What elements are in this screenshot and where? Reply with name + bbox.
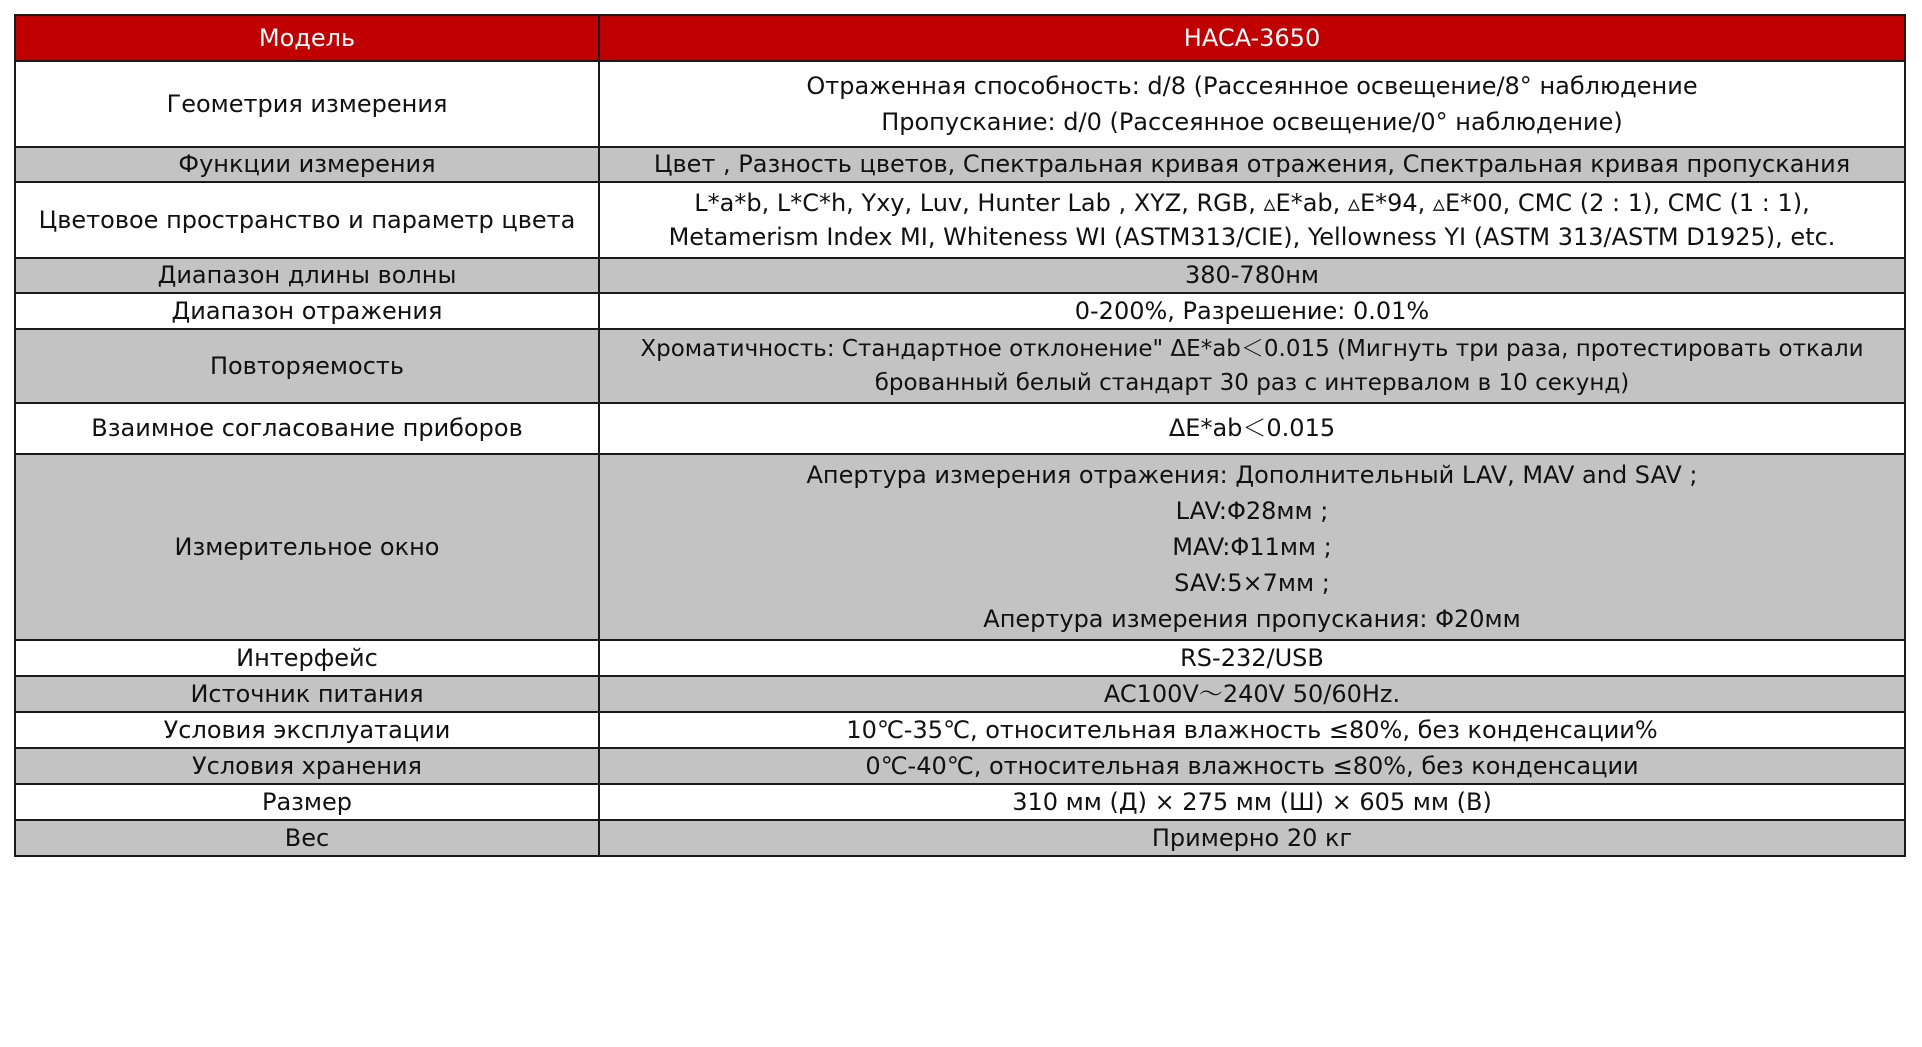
header-label: Модель <box>15 15 599 61</box>
spec-value-line: MAV:Φ11мм ; <box>1172 533 1332 561</box>
spec-label: Интерфейс <box>15 640 599 676</box>
spec-label: Повторяемость <box>15 329 599 403</box>
spec-value <box>599 293 1905 329</box>
spec-label: Диапазон отражения <box>15 293 599 329</box>
spec-value <box>599 61 1905 147</box>
spec-value <box>599 329 1905 403</box>
spec-value-line: 10℃-35℃, относительная влажность ≤80%, без конденсации% <box>846 716 1658 744</box>
spec-label: Измерительное окно <box>15 454 599 640</box>
spec-value-line: Цвет , Разность цветов, Спектральная кривая отражения, Спектральная кривая пропускания <box>653 150 1851 178</box>
spec-value <box>599 712 1905 748</box>
spec-value-line: AC100V～240V 50/60Hz. <box>1103 680 1401 708</box>
spec-value-line: 380-780нм <box>1184 261 1320 289</box>
spec-value <box>599 784 1905 820</box>
spec-label: Источник питания <box>15 676 599 712</box>
spec-value-line: Апертура измерения отражения: Дополнительный LAV, MAV and SAV ; <box>806 461 1698 489</box>
spec-value <box>599 640 1905 676</box>
spec-row-aperture <box>15 454 1905 640</box>
spec-value-line: ΔE*ab＜0.015 <box>1168 414 1336 442</box>
spec-row-functions <box>15 147 1905 182</box>
spec-value-line: LAV:Φ28мм ; <box>1175 497 1329 525</box>
spec-value-line: L*a*b, L*C*h, Yxy, Luv, Hunter Lab , XYZ, RGB, ▵E*ab, ▵E*94, ▵E*00, CMC (2 : 1), CMC (1 : 1), <box>694 189 1810 217</box>
header-value: HACA-3650 <box>599 15 1905 61</box>
spec-label: Вес <box>15 820 599 856</box>
spec-label: Условия хранения <box>15 748 599 784</box>
spec-value-line: RS-232/USB <box>1180 644 1324 672</box>
spec-row-weight <box>15 820 1905 856</box>
spec-value-line: Metamerism Index MI, Whiteness WI (ASTM313/CIE), Yellowness YI (ASTM 313/ASTM D1925), etc. <box>668 223 1836 251</box>
spec-value-line: Отраженная способность: d/8 (Рассеянное освещение/8° наблюдение <box>806 72 1698 100</box>
spec-label: Функции измерения <box>15 147 599 182</box>
spec-value <box>599 147 1905 182</box>
spec-label: Условия эксплуатации <box>15 712 599 748</box>
spec-row-power <box>15 676 1905 712</box>
spec-label: Геометрия измерения <box>15 61 599 147</box>
spec-label: Взаимное согласование приборов <box>15 403 599 454</box>
spec-row-wavelength <box>15 258 1905 293</box>
spec-label: Размер <box>15 784 599 820</box>
spec-value-line: брованный белый стандарт 30 раз с интервалом в 10 секунд) <box>874 370 1630 396</box>
spec-value <box>599 403 1905 454</box>
spec-value <box>599 748 1905 784</box>
spec-value-line: Хроматичность: Стандартное отклонение" ΔE*ab＜0.015 (Мигнуть три раза, протестировать откали <box>640 336 1864 362</box>
spec-value-line: Апертура измерения пропускания: Φ20мм <box>983 605 1521 633</box>
spec-value <box>599 258 1905 293</box>
spec-row-operating <box>15 712 1905 748</box>
spec-row-repeatability <box>15 329 1905 403</box>
spec-label: Диапазон длины волны <box>15 258 599 293</box>
spec-value-line: Примерно 20 кг <box>1151 824 1353 852</box>
spec-row-size <box>15 784 1905 820</box>
spec-row-storage <box>15 748 1905 784</box>
spec-value <box>599 820 1905 856</box>
spec-row-agreement <box>15 403 1905 454</box>
spec-value-line: 310 мм (Д) × 275 мм (Ш) × 605 мм (В) <box>1012 788 1492 816</box>
header-row <box>15 15 1905 61</box>
spec-table <box>14 14 1906 857</box>
spec-label: Цветовое пространство и параметр цвета <box>15 182 599 258</box>
spec-row-interface <box>15 640 1905 676</box>
spec-value-line: 0℃-40℃, относительная влажность ≤80%, без конденсации <box>865 752 1639 780</box>
spec-row-reflectance <box>15 293 1905 329</box>
spec-value <box>599 454 1905 640</box>
spec-value <box>599 182 1905 258</box>
spec-row-colorspace <box>15 182 1905 258</box>
spec-value-line: SAV:5×7мм ; <box>1174 569 1330 597</box>
spec-value-line: 0-200%, Разрешение: 0.01% <box>1074 297 1430 325</box>
spec-row-geometry <box>15 61 1905 147</box>
spec-value-line: Пропускание: d/0 (Рассеянное освещение/0° наблюдение) <box>881 108 1623 136</box>
spec-value <box>599 676 1905 712</box>
